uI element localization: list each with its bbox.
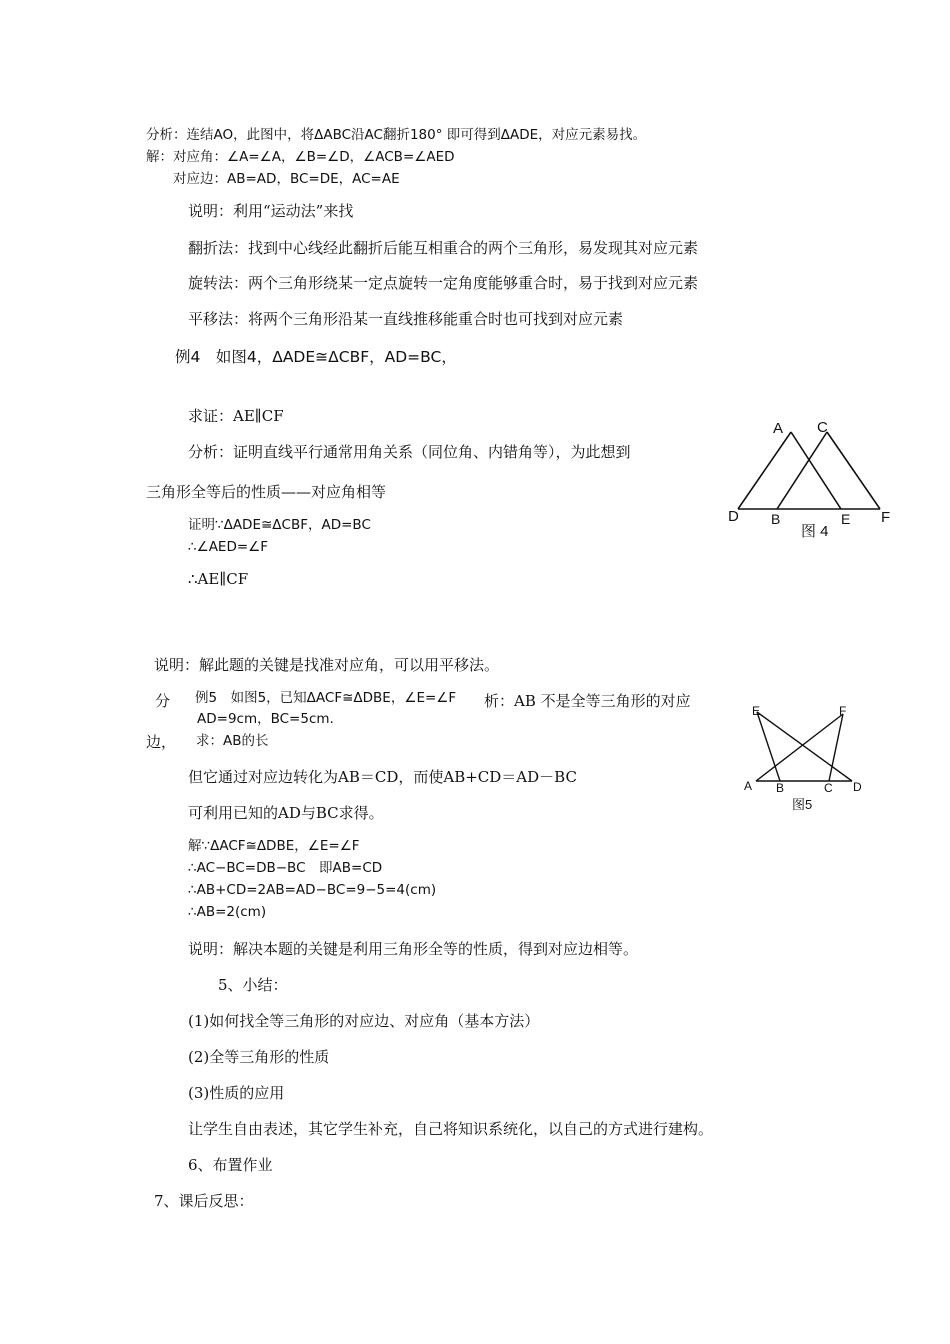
fig5-label-E: E (752, 704, 761, 718)
analysis-line: 分析：连结AO，此图中，将ΔABC沿AC翻折180° 即可得到ΔADE，对应元素易找。 (146, 127, 647, 143)
fig5-segment-FC (829, 714, 843, 781)
example5-given-1: 例5 如图5，已知ΔACF≅ΔDBE，∠E=∠F (195, 690, 457, 706)
fig5-label-B: B (776, 781, 785, 795)
example4-analysis-2: 三角形全等后的性质——对应角相等 (146, 483, 387, 501)
figure-5 (736, 700, 872, 816)
example4-note: 说明：解此题的关键是找准对应角，可以用平移法。 (154, 656, 500, 674)
example5-solution-2: ∴AC−BC=DB−BC 即AB=CD (188, 860, 383, 876)
example4-title: 例4 如图4，ΔADE≅ΔCBF，AD=BC， (175, 348, 457, 366)
fig5-label-C: C (824, 781, 833, 795)
solution-sides-line: 对应边：AB=AD，BC=DE，AC=AE (173, 171, 400, 187)
fig4-label-D: D (728, 508, 739, 525)
example4-proof-2: ∴∠AED=∠F (188, 539, 269, 555)
reflection-heading: 7、课后反思： (154, 1192, 254, 1210)
fig5-segment-ED (757, 712, 852, 781)
method-fold: 翻折法：找到中心线经此翻折后能互相重合的两个三角形，易发现其对应元素 (188, 239, 699, 257)
fig4-label-C: C (817, 419, 828, 436)
fig4-label-B: B (771, 511, 781, 527)
homework-heading: 6、布置作业 (188, 1156, 273, 1174)
example5-solution-1: 解∵ΔACF≅ΔDBE，∠E=∠F (188, 838, 360, 854)
example4-proof-3: ∴AE∥CF (188, 570, 249, 588)
example5-fen: 分 (155, 692, 171, 710)
note-motion-method: 说明：利用“运动法”来找 (188, 202, 354, 220)
summary-item-1: (1)如何找全等三角形的对应边、对应角（基本方法） (188, 1012, 540, 1030)
example5-given-2: AD=9cm，BC=5cm. (197, 711, 334, 727)
example5-bian: 边， (146, 733, 177, 751)
method-translate: 平移法：将两个三角形沿某一直线推移能重合时也可找到对应元素 (188, 310, 624, 328)
fig4-label-E: E (841, 511, 851, 527)
fig4-label-F: F (881, 509, 891, 526)
fig4-caption: 图 4 (801, 523, 829, 540)
summary-heading: 5、小结： (218, 976, 288, 994)
example5-analysis-2: 可利用已知的AD与BC求得。 (188, 804, 384, 822)
summary-item-2: (2)全等三角形的性质 (188, 1048, 330, 1066)
example5-ask: 求：AB的长 (196, 733, 269, 749)
example5-solution-3: ∴AB+CD=2AB=AD−BC=9−5=4(cm) (188, 882, 437, 898)
fig4-label-A: A (773, 420, 784, 437)
solution-angles-line: 解：对应角：∠A=∠A，∠B=∠D，∠ACB=∠AED (146, 149, 455, 165)
summary-text: 让学生自由表述，其它学生补充，自己将知识系统化，以自己的方式进行建构。 (188, 1120, 714, 1138)
fig4-segment-AE (791, 432, 841, 509)
summary-item-3: (3)性质的应用 (188, 1084, 285, 1102)
example4-analysis-1: 分析：证明直线平行通常用角关系（同位角、内错角等），为此想到 (188, 443, 631, 461)
example5-solution-4: ∴AB=2(cm) (188, 904, 267, 920)
example4-proof-1: 证明∵ΔADE≅ΔCBF，AD=BC (188, 517, 371, 533)
example5-analysis-1: 但它通过对应边转化为AB＝CD，而使AB+CD＝AD－BC (188, 768, 577, 786)
figure-4 (720, 410, 900, 545)
fig5-caption: 图5 (792, 797, 813, 812)
example5-note: 说明：解决本题的关键是利用三角形全等的性质，得到对应边相等。 (188, 940, 639, 958)
fig5-label-F: F (839, 704, 847, 718)
fig4-segment-CF (827, 432, 880, 509)
example5-xi: 析：AB 不是全等三角形的对应 (484, 692, 691, 710)
fig4-segment-DA (738, 432, 791, 509)
fig5-label-A: A (744, 779, 753, 793)
fig5-label-D: D (853, 780, 862, 794)
fig4-segment-BC (777, 432, 827, 509)
method-rotate: 旋转法：两个三角形绕某一定点旋转一定角度能够重合时，易于找到对应元素 (188, 274, 699, 292)
example4-prove: 求证：AE∥CF (188, 407, 284, 425)
